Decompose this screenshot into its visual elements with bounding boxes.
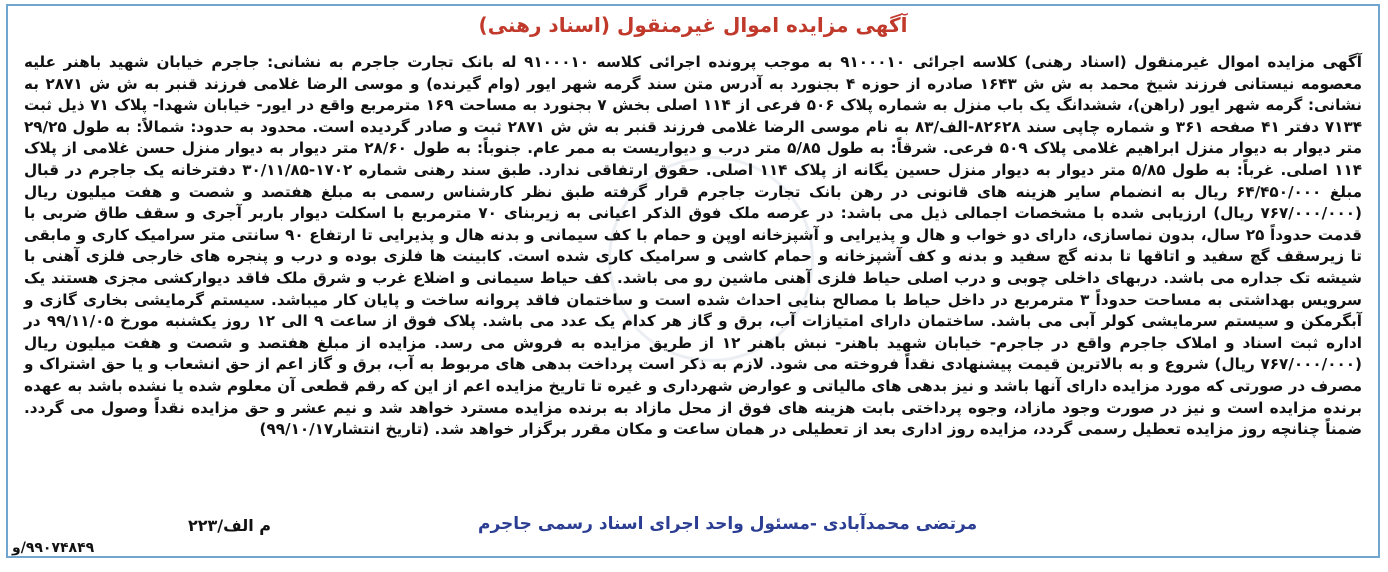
publish-date: (تاریخ انتشار۹۹/۱۰/۱۷) — [259, 420, 430, 439]
notice-frame — [6, 4, 1380, 558]
signature: مرتضی محمدآبادی -مسئول واحد اجرای اسناد رسمی جاجرم — [478, 514, 978, 534]
notice-body-text: آگهی مزایده اموال غیرمنقول (اسناد رهنی) کلاسه اجرائی ۹۱۰۰۰۱۰ به موجب پرونده اجرائی کلاسه ۹۱۰۰۰۱۰ له بانک تجارت جاجرم به نشانی: جاجرم خیابان شهید باهنر علیه معصومه نیستانی فرزند شیخ محمد به ش ش ۱۶۴۳ صادره از حوزه ۴ بجنورد به آدرس متن سند گرمه شهر ایور (وام گیرنده) و موسی الرضا غلامی فرزند قنبر به ش ش ۲۸۷۱ به نشانی: گرمه شهر ایور (راهن)، ششدانگ یک باب منزل به شماره پلاک ۵۰۶ فرعی از ۱۱۴ اصلی بخش ۷ بجنورد به مساحت ۱۶۹ مترمربع واقع در ایور- خیابان شهدا- پلاک ۷۱ ذیل ثبت ۷۱۳۴ دفتر ۴۱ صفحه ۳۶۱ و شماره چاپی سند ۸۲۶۲۸-الف/۸۳ به نام موسی الرضا غلامی فرزند قنبر به ش ش ۲۸۷۱ ثبت و صادر گردیده است. محدود به حدود: شمالاً: به طول ۲۹/۲۵ متر دیوار به دیوار منزل ابراهیم غلامی پلاک ۵۰۹ فرعی. شرقاً: به طول ۵/۸۵ متر درب و دیواریست به ممر عام. جنوباً: به طول ۲۸/۶۰ متر دیوار به دیوار منزل حسن غلامی از پلاک ۱۱۴ اصلی. غرباً: به طول ۵/۸۵ متر دیوار به دیوار منزل حسین یگانه از پلاک ۱۱۴ اصلی. حقوق ارتفاقی ندارد. طبق سند رهنی شماره ۱۷۰۲-۳۰/۱۱/۸۵ دفترخانه یک جاجرم در قبال مبلغ ۶۴/۴۵۰/۰۰۰ ریال به انضمام سایر هزینه های قانونی در رهن بانک تجارت جاجرم قرار گرفته طبق نظر کارشناس رسمی به مبلغ هفتصد و شصت و هفت میلیون ریال (۷۶۷/۰۰۰/۰۰۰ ریال) ارزیابی شده با مشخصات اجمالی ذیل می باشد: در عرصه ملک فوق الذکر اعیانی به زیربنای ۷۰ مترمربع با اسکلت دیوار باربر آجری و سقف طاق ضربی با قدمت حدوداً ۲۵ سال، بدون نماسازی، دارای دو خواب و هال و پذیرایی و آشپزخانه اوپن و حمام با کف سیمانی و بدنه هال و پذیرایی تا ارتفاع ۹۰ سانتی متر سرامیک کاری و مابقی تا زیرسقف گچ سفید و اتاقها تا بدنه گچ سفید و بدنه و کف آشپزخانه و حمام کاشی و سرامیک کاری شده است. کابینت ها فلزی بوده و درب و پنجره های خارجی فلزی آهنی با شیشه تک جداره می باشد. دربهای داخلی چوبی و درب اصلی حیاط فلزی آهنی ماشین رو می باشد. کف حیاط سیمانی و اضلاع غرب و شرق ملک فاقد دیوارکشی مجزی هستند یک سرویس بهداشتی به مساحت حدوداً ۳ مترمربع در داخل حیاط با مصالح بنایی احداث شده است و ساختمان فاقد پروانه ساخت و پایان کار میباشد. سیستم گرمایشی بخاری گازی و آبگرمکن و سیستم سرمایشی کولر آبی می باشد. ساختمان دارای امتیازات آب، برق و گاز هر کدام یک عدد می باشد. پلاک فوق از ساعت ۹ الی ۱۲ روز یکشنبه مورخ ۹۹/۱۱/۰۵ در اداره ثبت اسناد و املاک جاجرم واقع در جاجرم- خیابان شهید باهنر- نبش باهنر ۱۲ از طریق مزایده به فروش می رسد. مزایده از مبلغ هفتصد و شصت و هفت میلیون ریال (۷۶۷/۰۰۰/۰۰۰ ریال) شروع و به بالاترین قیمت پیشنهادی نقداً فروخته می شود. لازم به ذکر است پرداخت بدهی های مربوط به آب، برق و گاز اعم از حق انشعاب و یا حق اشتراک و مصرف در صورتی که مورد مزایده دارای آنها باشد و نیز بدهی های مالیاتی و عوارض شهرداری و غیره تا تاریخ مزایده اعم از این که رقم قطعی آن معلوم شده یا نشده باشد به عهده برنده مزایده است و نیز در صورت وجود مازاد، وجوه پرداختی بابت هزینه های فوق از محل مازاد به برنده مزایده مسترد خواهد شد و نیم عشر و حق مزایده نقداً وصول می گردد. ضمناً چنانچه روز مزایده تعطیل رسمی گردد، مزایده روز اداری بعد از تعطیلی در همان ساعت و مکان مقرر برگزار خواهد شد. — [24, 53, 1363, 439]
reference-number: ۹۹۰۷۴۸۴۹/و — [12, 540, 95, 556]
notice-title: آگهی مزایده اموال غیرمنقول (اسناد رهنی) — [478, 13, 908, 37]
notice-code: م الف/۲۲۳ — [188, 516, 271, 535]
notice-body — [24, 52, 1362, 441]
